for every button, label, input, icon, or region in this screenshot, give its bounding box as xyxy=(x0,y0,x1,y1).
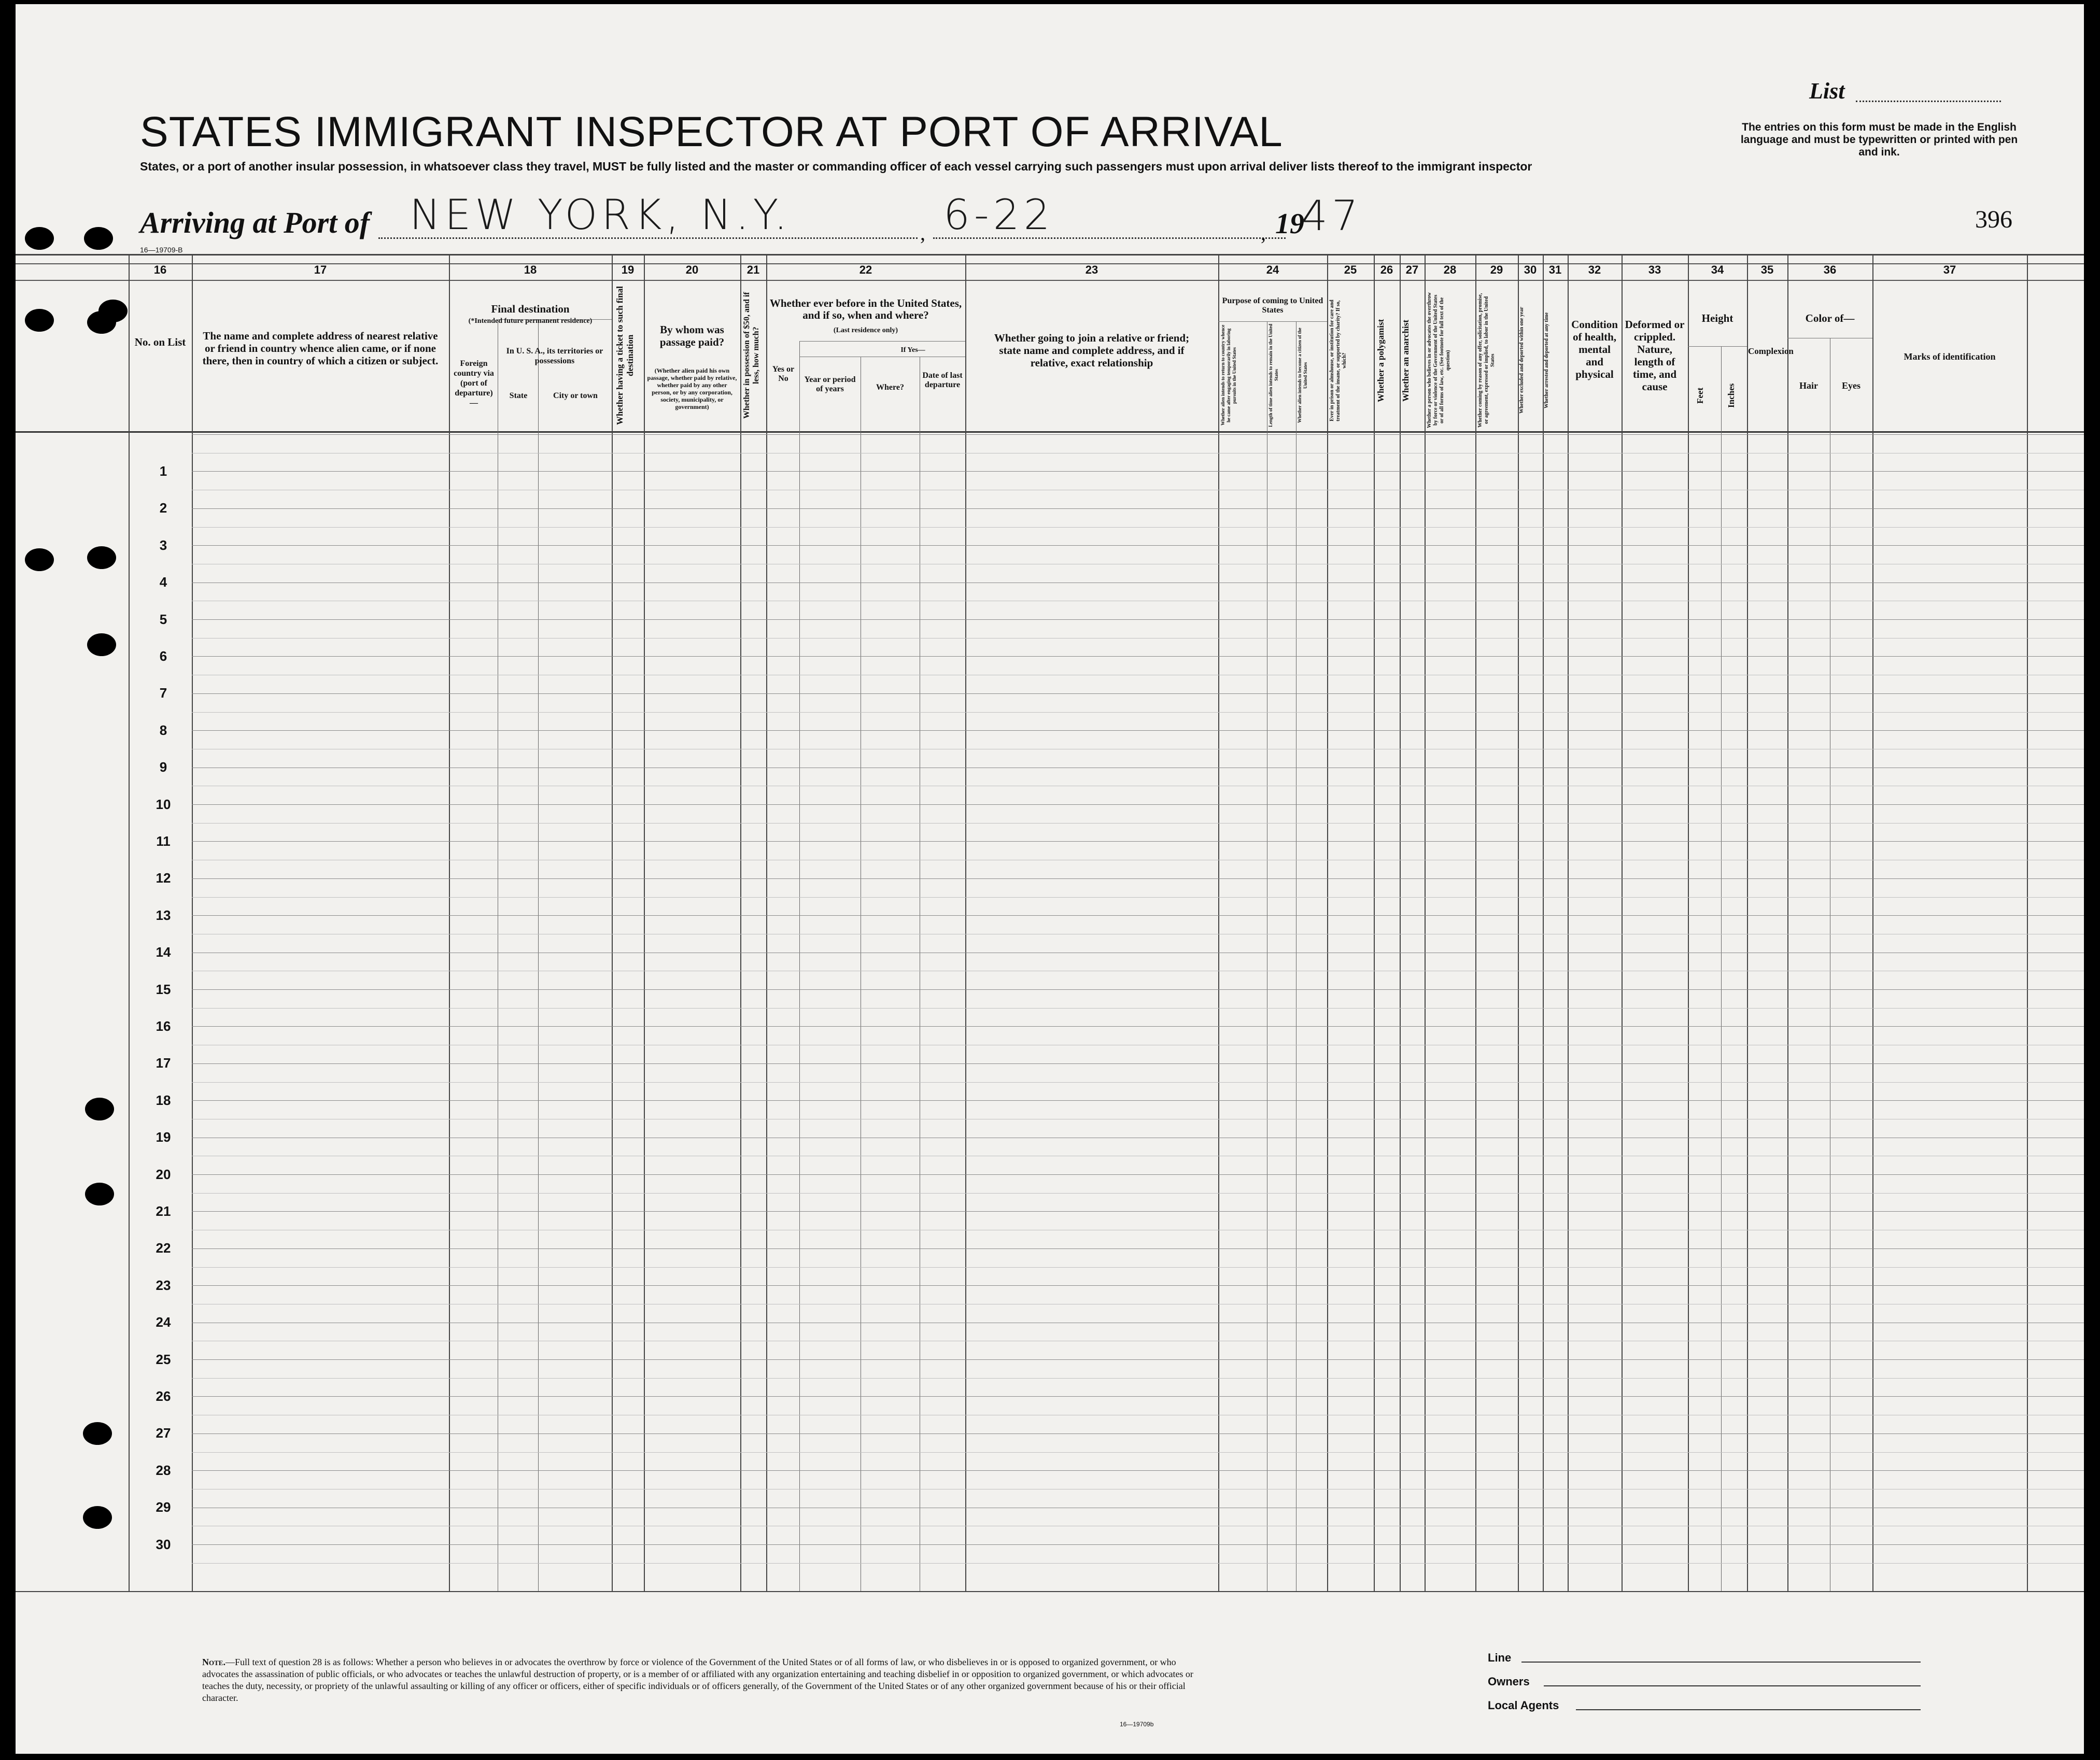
ruled-line xyxy=(192,1267,2084,1268)
owners-label: Owners xyxy=(1488,1675,1530,1688)
form-code-top: 16—19709-B xyxy=(140,246,183,254)
ruled-line xyxy=(192,656,2084,657)
footnote-text: —Full text of question 28 is as follows: Whether a person who believes in or advocates the overthrow by force or violence of the Government of the United States or of all forms of law, or who disbelieves in or is opposed to organized government, or who advocates the assassination of public officials, or who advocates or teaches the unlawful destruction of property, or is a member of or affiliated with any organization entertaining and teaching disbelief in or opposition to organized government, or which advocates or teaches the duty, necessity, or propriety of the unlawful assaulting or killing of any officer or officers, either of specific individuals or of officers generally, of the Government of the United States or of any other organized government because of his or their official character. xyxy=(202,1657,1193,1703)
ruled-line xyxy=(192,1396,2084,1397)
subcol-line xyxy=(1721,346,1722,1591)
punch-hole xyxy=(98,300,128,322)
col-line xyxy=(1425,254,1426,1591)
row-number: 1 xyxy=(159,463,167,479)
subhead-line xyxy=(1218,321,1327,322)
col-line xyxy=(1568,254,1569,1591)
row-number: 7 xyxy=(159,685,167,701)
page-number: 396 xyxy=(1975,206,2012,233)
col-line xyxy=(1543,254,1544,1591)
header-prison: Ever in prison or almshouse, or institution for care and treatment of the insane, or supported by charity? If so, which? xyxy=(1329,300,1347,422)
punch-hole xyxy=(85,1183,114,1205)
colnum-30: 30 xyxy=(1524,263,1537,276)
header-purpose-a: Whether alien intends to return to country whence he came after engaging temporarily in laboring pursuits in the United States xyxy=(1220,324,1237,426)
colnum-24: 24 xyxy=(1266,263,1279,276)
punch-hole xyxy=(25,309,54,332)
colnum-16: 16 xyxy=(153,263,167,276)
row-number: 26 xyxy=(156,1388,171,1404)
ruled-line xyxy=(192,1193,2084,1194)
ruled-line xyxy=(192,545,2084,546)
ruled-line xyxy=(192,1211,2084,1212)
ruled-line xyxy=(192,471,2084,472)
row-number: 23 xyxy=(156,1277,171,1293)
row-number: 19 xyxy=(156,1129,171,1145)
punch-hole xyxy=(83,1506,112,1529)
row-number: 11 xyxy=(156,833,171,849)
header-anarchist: Whether an anarchist xyxy=(1401,319,1411,402)
col-line xyxy=(1747,254,1748,1591)
colnum-17: 17 xyxy=(314,263,327,276)
header-nearest-relative: The name and complete address of nearest relative or friend in country whence alien came, or if none there, then in country of which a citizen or subject. xyxy=(202,330,439,367)
local-agents-label: Local Agents xyxy=(1488,1699,1559,1712)
arriving-label: Arriving at Port of xyxy=(140,206,370,239)
list-label: List xyxy=(1809,78,1845,104)
ruled-line xyxy=(192,1026,2084,1027)
comma-2: , xyxy=(1261,221,1266,245)
ruled-line xyxy=(192,1082,2084,1083)
header-no-on-list: No. on List xyxy=(134,336,186,348)
header-final-destination-sub: (*Intended future permanent residence) xyxy=(468,317,593,325)
col-line xyxy=(449,254,450,1591)
col-line xyxy=(1327,254,1328,1591)
colnum-32: 32 xyxy=(1588,263,1601,276)
colnum-25: 25 xyxy=(1344,263,1357,276)
col-line xyxy=(740,254,741,1591)
col-line xyxy=(1374,254,1375,1591)
col-line xyxy=(1475,254,1476,1591)
header-where: Where? xyxy=(876,383,904,392)
header-city: City or town xyxy=(553,391,598,400)
row-number: 29 xyxy=(156,1499,171,1515)
ruled-line xyxy=(192,730,2084,731)
ruled-line xyxy=(192,878,2084,879)
col-line xyxy=(766,254,767,1591)
punch-hole xyxy=(87,633,116,656)
colnum-27: 27 xyxy=(1405,263,1419,276)
row-number: 21 xyxy=(156,1203,171,1219)
header-yes-no: Yes or No xyxy=(772,365,795,383)
row-number: 13 xyxy=(156,907,171,923)
comma: , xyxy=(920,221,925,245)
header-usa: In U. S. A., its territories or possessions xyxy=(506,347,603,365)
colnum-26: 26 xyxy=(1380,263,1393,276)
ruled-line xyxy=(192,1378,2084,1379)
col-line xyxy=(1787,254,1788,1591)
col-line xyxy=(1518,254,1519,1591)
header-purpose-c: Whether alien intends to become a citizen of the United States xyxy=(1297,328,1308,423)
year-printed: 19 xyxy=(1275,208,1304,240)
ruled-line xyxy=(192,989,2084,990)
header-color-of: Color of— xyxy=(1805,312,1855,324)
row-number: 10 xyxy=(156,796,171,812)
manifest-sheet xyxy=(16,4,2084,1754)
row-number: 15 xyxy=(156,981,171,997)
header-join-relative: Whether going to join a relative or friend; state name and complete address, and if relative, exact relationship xyxy=(994,332,1190,369)
row-number: 22 xyxy=(156,1240,171,1256)
ruled-line xyxy=(192,1359,2084,1360)
header-fifty-dollars: Whether in possession of $50, and if less, how much? xyxy=(742,292,760,419)
row-number: 4 xyxy=(159,574,167,590)
row-number: 16 xyxy=(156,1018,171,1034)
row-number: 9 xyxy=(159,759,167,775)
colnum-35: 35 xyxy=(1760,263,1774,276)
colnum-23: 23 xyxy=(1085,263,1098,276)
header-year: Year or period of years xyxy=(804,375,856,393)
header-foreign-country: Foreign country via (port of departure)— xyxy=(454,359,494,407)
ruled-line xyxy=(192,1008,2084,1009)
row-number: 2 xyxy=(159,500,167,516)
col-line xyxy=(2027,254,2028,1591)
header-deformed: Deformed or crippled. Nature, length of time, and cause xyxy=(1625,318,1685,393)
ruled-line xyxy=(192,1174,2084,1175)
punch-hole xyxy=(85,1098,114,1120)
header-arrested: Whether arrested and deported at any time xyxy=(1544,312,1549,408)
line-field[interactable] xyxy=(1521,1662,1921,1663)
ruled-line xyxy=(192,1433,2084,1434)
header-polygamist: Whether a polygamist xyxy=(1376,319,1386,403)
header-marks: Marks of identification xyxy=(1904,351,1996,362)
col-line xyxy=(1400,254,1401,1591)
footnote xyxy=(202,1656,1213,1704)
table-top-border xyxy=(16,254,2084,256)
header-hair: Hair xyxy=(1799,380,1818,391)
punch-hole xyxy=(25,548,54,571)
header-eyes: Eyes xyxy=(1842,380,1861,391)
page-title: STATES IMMIGRANT INSPECTOR AT PORT OF ARRIVAL xyxy=(140,108,1283,155)
row-number: 24 xyxy=(156,1314,171,1330)
header-labor-offer: Whether coming by reason of any offer, solicitation, promise, or agreement, expressed or implied, to labor in the United States xyxy=(1477,293,1496,428)
row-number: 8 xyxy=(159,722,167,738)
header-passage-paid-sub: (Whether alien paid his own passage, whether paid by relative, whether paid by any other person, or by any corporation, society, municipality, or government) xyxy=(647,367,737,410)
header-passage-paid: By whom was passage paid? xyxy=(659,323,725,348)
colnum-36: 36 xyxy=(1823,263,1837,276)
colnum-31: 31 xyxy=(1548,263,1562,276)
ruled-line xyxy=(192,1100,2084,1101)
header-ticket: Whether having a ticket to such final destination xyxy=(615,286,635,425)
header-excluded: Whether excluded and deported within one year xyxy=(1519,307,1525,414)
colnum-19: 19 xyxy=(621,263,635,276)
year-handwritten: 47 xyxy=(1301,192,1362,240)
subhead-line xyxy=(1688,346,1747,347)
punch-hole xyxy=(25,227,54,250)
owners-field[interactable] xyxy=(1544,1685,1921,1686)
local-agents-field[interactable] xyxy=(1576,1709,1921,1710)
table-bottom-border xyxy=(16,1591,2084,1592)
row-number: 27 xyxy=(156,1425,171,1441)
date-handwritten: 6-22 xyxy=(943,191,1054,239)
row-number: 30 xyxy=(156,1536,171,1552)
ruled-line xyxy=(192,841,2084,842)
page-subtitle: States, or a port of another insular possession, in whatsoever class they travel, MUST be fully listed and the master or commanding officer of each vessel carrying such passengers must upon arrival deliver lists thereof to the immigrant inspector xyxy=(140,160,1532,173)
row-number: 5 xyxy=(159,611,167,627)
ruled-line xyxy=(192,1285,2084,1286)
punch-hole xyxy=(83,1422,112,1445)
punch-hole xyxy=(87,546,116,569)
ruled-line xyxy=(192,1563,2084,1564)
row-number: 14 xyxy=(156,944,171,960)
colnum-29: 29 xyxy=(1490,263,1503,276)
header-health: Condition of health, mental and physical xyxy=(1571,318,1618,380)
ruled-line xyxy=(192,897,2084,898)
ruled-line xyxy=(192,804,2084,805)
ruled-line xyxy=(192,1544,2084,1545)
ruled-line xyxy=(192,1452,2084,1453)
ruled-line xyxy=(192,434,2084,435)
ruled-line xyxy=(192,1248,2084,1249)
col-line xyxy=(129,254,130,1591)
ruled-line xyxy=(192,527,2084,528)
line-label: Line xyxy=(1488,1651,1512,1664)
subhead-line xyxy=(799,341,965,342)
header-purpose: Purpose of coming to United States xyxy=(1222,296,1323,315)
colnum-33: 33 xyxy=(1648,263,1661,276)
subcol-line xyxy=(538,320,539,1591)
header-bottom-border xyxy=(16,431,2084,433)
header-date-departure: Date of last departure xyxy=(922,371,963,389)
form-code-bottom: 16—19709b xyxy=(1120,1721,1154,1728)
colnum-28: 28 xyxy=(1443,263,1457,276)
row-number: 20 xyxy=(156,1166,171,1182)
header-feet: Feet xyxy=(1695,387,1705,404)
ruled-line xyxy=(192,1470,2084,1471)
ruled-line xyxy=(192,508,2084,509)
ruled-line xyxy=(192,915,2084,916)
row-number: 12 xyxy=(156,870,171,886)
col-line xyxy=(1218,254,1219,1591)
header-final-destination: Final destination xyxy=(491,303,570,315)
header-inches: Inches xyxy=(1726,383,1736,408)
header-q28: Whether a person who believes in or advocates the overthrow by force or violence of the Government of the United States or of all forms of law, etc. (See footnote for full text of the question) xyxy=(1427,292,1451,428)
footnote-lead: Note. xyxy=(202,1657,225,1667)
ruled-line xyxy=(192,619,2084,620)
punch-hole xyxy=(84,227,113,250)
header-state: State xyxy=(509,391,528,400)
col-line xyxy=(612,254,613,1591)
ruled-line xyxy=(192,823,2084,824)
col-line xyxy=(965,254,966,1591)
header-before-in-us-sub: (Last residence only) xyxy=(833,327,898,334)
column-number-row-bottom xyxy=(16,280,2084,281)
header-if-yes: If Yes— xyxy=(900,346,925,354)
colnum-20: 20 xyxy=(685,263,699,276)
row-number: 17 xyxy=(156,1055,171,1071)
row-number: 3 xyxy=(159,537,167,553)
header-height: Height xyxy=(1701,312,1733,324)
list-number-line[interactable] xyxy=(1856,101,2001,102)
col-line xyxy=(192,254,193,1591)
ruled-line xyxy=(192,712,2084,713)
col-line xyxy=(644,254,645,1591)
col-line xyxy=(1622,254,1623,1591)
colnum-22: 22 xyxy=(859,263,872,276)
port-handwritten: NEW YORK, N.Y. xyxy=(410,191,792,239)
ruled-line xyxy=(192,1063,2084,1064)
row-number: 6 xyxy=(159,648,167,664)
header-purpose-b: Length of time alien intends to remain in the United States xyxy=(1268,323,1279,427)
row-number: 18 xyxy=(156,1092,171,1108)
ruled-line xyxy=(192,693,2084,694)
colnum-37: 37 xyxy=(1943,263,1956,276)
subcol-line xyxy=(799,341,800,1591)
col-line xyxy=(1872,254,1873,1591)
instructions-note: The entries on this form must be made in the English language and must be typewritten or printed with pen and ink. xyxy=(1740,121,2018,158)
colnum-18: 18 xyxy=(524,263,537,276)
header-before-in-us: Whether ever before in the United States, and if so, when and where? xyxy=(769,297,962,321)
header-complexion: Complexion xyxy=(1748,346,1794,356)
row-number: 28 xyxy=(156,1462,171,1478)
row-number: 25 xyxy=(156,1351,171,1367)
colnum-21: 21 xyxy=(746,263,760,276)
col-line xyxy=(1688,254,1689,1591)
colnum-34: 34 xyxy=(1711,263,1724,276)
